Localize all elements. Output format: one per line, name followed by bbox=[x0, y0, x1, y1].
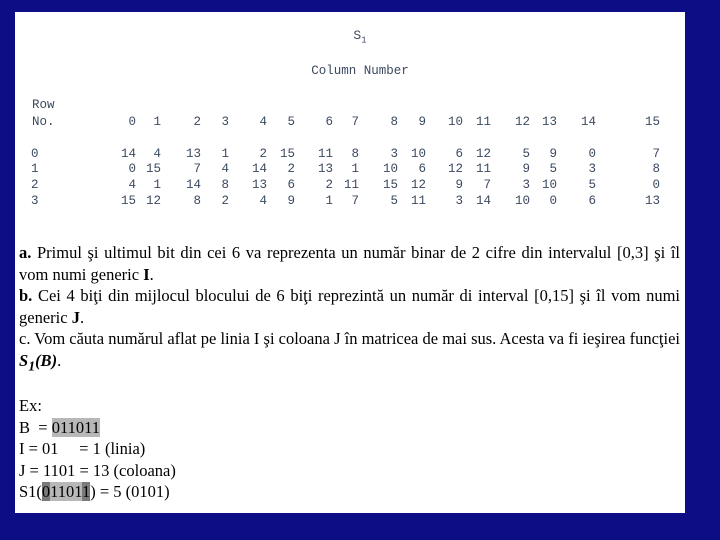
paragraph-c bbox=[19, 328, 680, 376]
row-label-line2: No. bbox=[32, 115, 55, 129]
sbox-cell: 6 bbox=[455, 147, 463, 161]
example-b-line bbox=[19, 417, 176, 439]
sbox-cell: 9 bbox=[455, 178, 463, 192]
explanation-paragraphs bbox=[19, 242, 680, 376]
example-s-last-bit: 1 bbox=[81, 482, 91, 501]
sbox-cell: 5 bbox=[390, 194, 398, 208]
sbox-cell: 6 bbox=[588, 194, 596, 208]
sbox-cell: 12 bbox=[475, 147, 491, 161]
col-number: 14 bbox=[580, 115, 596, 129]
sbox-title-text: S bbox=[353, 28, 362, 43]
sbox-cell: 8 bbox=[652, 162, 660, 176]
sbox-cell: 3 bbox=[588, 162, 596, 176]
sbox-cell: 15 bbox=[382, 178, 398, 192]
sbox-cell: 8 bbox=[193, 194, 201, 208]
column-number-header: Column Number bbox=[311, 64, 409, 78]
sbox-cell: 14 bbox=[251, 162, 267, 176]
paragraph-a bbox=[19, 242, 680, 285]
sbox-cell: 13 bbox=[185, 147, 201, 161]
sbox-cell: 5 bbox=[549, 162, 557, 176]
sbox-cell: 1 bbox=[221, 147, 229, 161]
col-number: 6 bbox=[325, 115, 333, 129]
sbox-cell: 11 bbox=[343, 178, 359, 192]
paragraph-c-end: . bbox=[57, 350, 62, 370]
sbox-row bbox=[15, 178, 685, 194]
sbox-cell: 0 bbox=[549, 194, 557, 208]
sbox-cell: 13 bbox=[644, 194, 660, 208]
paragraph-c-function-subscript: 1 bbox=[28, 357, 36, 373]
sbox-cell: 4 bbox=[128, 178, 136, 192]
slide bbox=[15, 12, 685, 513]
row-number: 0 bbox=[31, 147, 39, 161]
col-number: 13 bbox=[541, 115, 557, 129]
row-number: 3 bbox=[31, 194, 39, 208]
sbox-title-subscript: 1 bbox=[361, 35, 367, 46]
sbox-cell: 2 bbox=[287, 162, 295, 176]
col-number: 10 bbox=[447, 115, 463, 129]
example-s-prefix: S1( bbox=[19, 482, 42, 501]
example-b-value: 011011 bbox=[51, 417, 100, 437]
sbox-cell: 15 bbox=[120, 194, 136, 208]
col-number: 11 bbox=[475, 115, 491, 129]
paragraph-a-marker: a. bbox=[19, 243, 32, 262]
sbox-cell: 0 bbox=[128, 162, 136, 176]
example-i-line: I = 01 = 1 (linia) bbox=[19, 439, 146, 458]
sbox-cell: 10 bbox=[514, 194, 530, 208]
sbox-cell: 7 bbox=[483, 178, 491, 192]
col-number: 7 bbox=[351, 115, 359, 129]
col-number: 3 bbox=[221, 115, 229, 129]
sbox-cell: 14 bbox=[120, 147, 136, 161]
paragraph-a-end: . bbox=[149, 264, 154, 284]
paragraph-a-variable: I bbox=[143, 264, 150, 284]
col-number: 0 bbox=[128, 115, 136, 129]
sbox-cell: 2 bbox=[325, 178, 333, 192]
sbox-cell: 13 bbox=[317, 162, 333, 176]
paragraph-c-text: c. Vom căuta numărul aflat pe linia I şi coloana J în matricea de mai sus. Acesta va fi ieşirea funcţiei bbox=[19, 329, 680, 348]
sbox-cell: 10 bbox=[410, 147, 426, 161]
sbox-cell: 6 bbox=[287, 178, 295, 192]
example-s-middle-bits: 1101 bbox=[50, 482, 82, 501]
example-s-line bbox=[19, 481, 176, 503]
sbox-cell: 0 bbox=[588, 147, 596, 161]
sbox-cell: 11 bbox=[475, 162, 491, 176]
col-number: 2 bbox=[193, 115, 201, 129]
sbox-cell: 11 bbox=[410, 194, 426, 208]
example-b-prefix: B = bbox=[19, 417, 52, 437]
sbox-cell: 14 bbox=[185, 178, 201, 192]
col-number: 15 bbox=[644, 115, 660, 129]
paragraph-b-text: Cei 4 biţi din mijlocul blocului de 6 biţi reprezintă un număr di interval [0,15] şi îl vom numi generic bbox=[19, 286, 680, 327]
paragraph-c-function: S bbox=[19, 350, 29, 370]
sbox-cell: 1 bbox=[153, 178, 161, 192]
paragraph-a-text: Primul şi ultimul bit din cei 6 va reprezenta un număr binar de 2 cifre din intervalul [0,3] şi îl vom numi generic bbox=[19, 243, 680, 284]
row-label-line1: Row bbox=[32, 98, 55, 112]
sbox-cell: 7 bbox=[652, 147, 660, 161]
example-s-suffix: ) = 5 (0101) bbox=[90, 482, 170, 501]
paragraph-c-function-argument: (B) bbox=[35, 350, 58, 370]
sbox-cell: 15 bbox=[145, 162, 161, 176]
col-number: 9 bbox=[418, 115, 426, 129]
sbox-cell: 5 bbox=[588, 178, 596, 192]
sbox-title bbox=[15, 28, 685, 46]
sbox-cell: 12 bbox=[447, 162, 463, 176]
sbox-cell: 0 bbox=[652, 178, 660, 192]
paragraph-b-variable: J bbox=[71, 307, 80, 327]
sbox-cell: 3 bbox=[522, 178, 530, 192]
sbox-row bbox=[15, 194, 685, 210]
example-j-line: J = 1101 = 13 (coloana) bbox=[19, 460, 176, 480]
sbox-cell: 1 bbox=[325, 194, 333, 208]
example-s-first-bit: 0 bbox=[41, 482, 51, 501]
col-number: 4 bbox=[259, 115, 267, 129]
sbox-cell: 4 bbox=[153, 147, 161, 161]
col-number: 1 bbox=[153, 115, 161, 129]
row-number: 2 bbox=[31, 178, 39, 192]
paragraph-b bbox=[19, 285, 680, 328]
example-block bbox=[19, 395, 176, 503]
sbox-cell: 13 bbox=[251, 178, 267, 192]
sbox-cell: 9 bbox=[287, 194, 295, 208]
sbox-cell: 4 bbox=[259, 194, 267, 208]
sbox-cell: 2 bbox=[221, 194, 229, 208]
sbox-cell: 9 bbox=[522, 162, 530, 176]
sbox-cell: 14 bbox=[475, 194, 491, 208]
paragraph-b-marker: b. bbox=[19, 286, 33, 305]
sbox-cell: 11 bbox=[317, 147, 333, 161]
sbox-cell: 1 bbox=[351, 162, 359, 176]
sbox-cell: 12 bbox=[145, 194, 161, 208]
col-number: 12 bbox=[514, 115, 530, 129]
sbox-cell: 4 bbox=[221, 162, 229, 176]
sbox-cell: 2 bbox=[259, 147, 267, 161]
sbox-cell: 10 bbox=[382, 162, 398, 176]
sbox-row bbox=[15, 162, 685, 178]
sbox-cell: 8 bbox=[351, 147, 359, 161]
sbox-cell: 15 bbox=[279, 147, 295, 161]
sbox-cell: 7 bbox=[193, 162, 201, 176]
sbox-cell: 5 bbox=[522, 147, 530, 161]
sbox-cell: 7 bbox=[351, 194, 359, 208]
sbox-cell: 6 bbox=[418, 162, 426, 176]
col-number: 8 bbox=[390, 115, 398, 129]
sbox-cell: 9 bbox=[549, 147, 557, 161]
row-number: 1 bbox=[31, 162, 39, 176]
sbox-cell: 12 bbox=[410, 178, 426, 192]
paragraph-b-end: . bbox=[79, 307, 85, 327]
sbox-cell: 8 bbox=[221, 178, 229, 192]
sbox-cell: 3 bbox=[455, 194, 463, 208]
sbox-cell: 10 bbox=[541, 178, 557, 192]
col-number: 5 bbox=[287, 115, 295, 129]
sbox-cell: 3 bbox=[390, 147, 398, 161]
sbox-row bbox=[15, 147, 685, 163]
column-numbers-row bbox=[15, 115, 685, 131]
example-label: Ex: bbox=[19, 396, 42, 415]
